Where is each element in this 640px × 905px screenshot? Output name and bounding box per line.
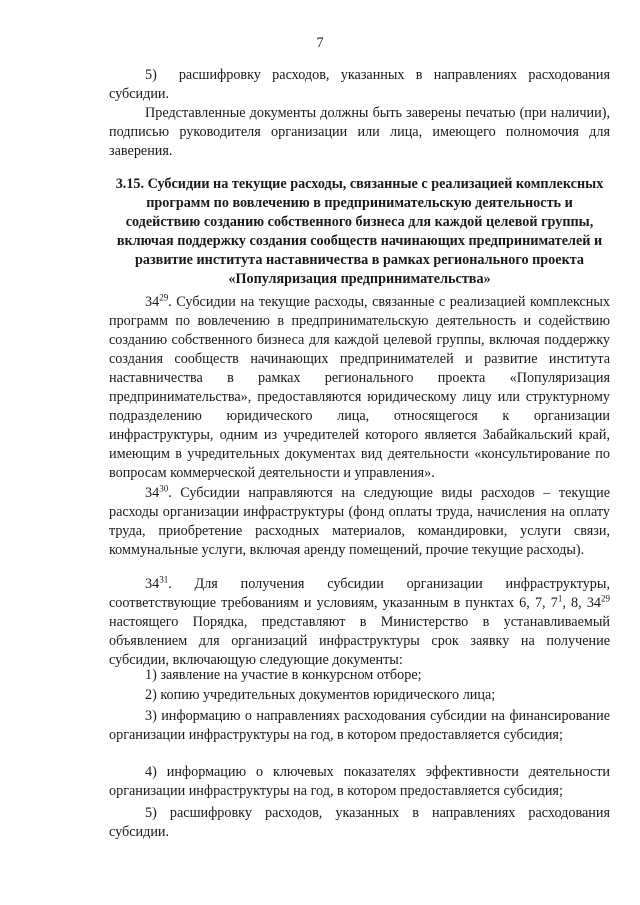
list-item-1: 1) заявление на участие в конкурсном отборе; xyxy=(145,667,422,683)
paragraph-number: 34 xyxy=(145,576,160,592)
paragraph-number: 34 xyxy=(145,485,160,501)
reference-sup: 1 xyxy=(557,593,563,604)
paragraph-number-sup: 31 xyxy=(159,574,169,585)
list-item-3: 3) информацию о направлениях расходования субсидии на финансирование организации инфраструктуры на год, в котором предоставляется субсидия; xyxy=(109,708,610,743)
certification-paragraph: Представленные документы должны быть заверены печатью (при наличии), подписью руководителя организации или лица, имеющего полномочия для заверения. xyxy=(109,105,610,159)
list-item-2: 2) копию учредительных документов юридического лица; xyxy=(145,687,496,703)
list-item-4: 4) информацию о ключевых показателях эффективности деятельности организации инфраструктуры на год, в котором предоставляется субсидия; xyxy=(109,764,610,799)
paragraph-text: , 8, xyxy=(562,595,587,611)
paragraph-text: . Для получения субсидии организации инфраструктуры, соответствующие требованиям и условиям, указанным в пунктах 6, 7, 7 xyxy=(109,576,610,611)
section-heading: 3.15. Субсидии на текущие расходы, связанные с реализацией комплексных программ по вовлечению в предпринимательскую деятельность и содействию созданию собственного бизнеса для каждой целевой группы, включая поддержку создания сообществ начинающих предпринимателей и развитие института наставничества в рамках регионального проекта «Популяризация предпринимательства» xyxy=(115,176,604,287)
top-item-5 xyxy=(109,66,610,104)
page-number: 7 xyxy=(316,35,324,51)
reference-number: 34 xyxy=(586,595,601,611)
paragraph-text: . Субсидии на текущие расходы, связанные с реализацией комплексных программ по вовлечению в предпринимательскую деятельность и содействию созданию собственного бизнеса для каждой целевой группы, включая поддержку создания сообществ начинающих предпринимателей и развитие института наставничества в рамках регионального проекта «Популяризация предпринимательства», предоставляются юридическому лицу или структурному подразделению юридического лица, относящегося к организации инфраструктуры, одним из учредителей которого является Забайкальский край, имеющим в учредительных документах вид деятельности «консультирование по вопросам коммерческой деятельности и управления». xyxy=(109,294,610,481)
top-item-5-number: 5) xyxy=(145,67,157,83)
reference-sup: 29 xyxy=(601,593,610,604)
paragraph-text: настоящего Порядка, представляют в Министерство в устанавливаемый объявлением для организаций инфраструктуры срок заявку на получение субсидии, включающую следующие документы: xyxy=(109,614,610,668)
paragraph-number-sup: 29 xyxy=(159,292,169,303)
paragraph-number-sup: 30 xyxy=(159,483,169,494)
paragraph-34-29 xyxy=(109,293,610,483)
paragraph-34-31 xyxy=(109,575,610,670)
paragraph-34-30 xyxy=(109,484,610,560)
list-item-5: 5) расшифровку расходов, указанных в направлениях расходования субсидии. xyxy=(109,805,610,840)
paragraph-text: . Субсидии направляются на следующие виды расходов – текущие расходы организации инфраструктуры (фонд оплаты труда, начисления на оплату труда, приобретение расходных материалов, командировки, услуги связи, коммунальные услуги, включая аренду помещений, прочие текущие расходы). xyxy=(109,485,610,558)
paragraph-number: 34 xyxy=(145,294,160,310)
top-item-5-text: расшифровку расходов, указанных в направлениях расходования субсидии. xyxy=(109,67,610,102)
